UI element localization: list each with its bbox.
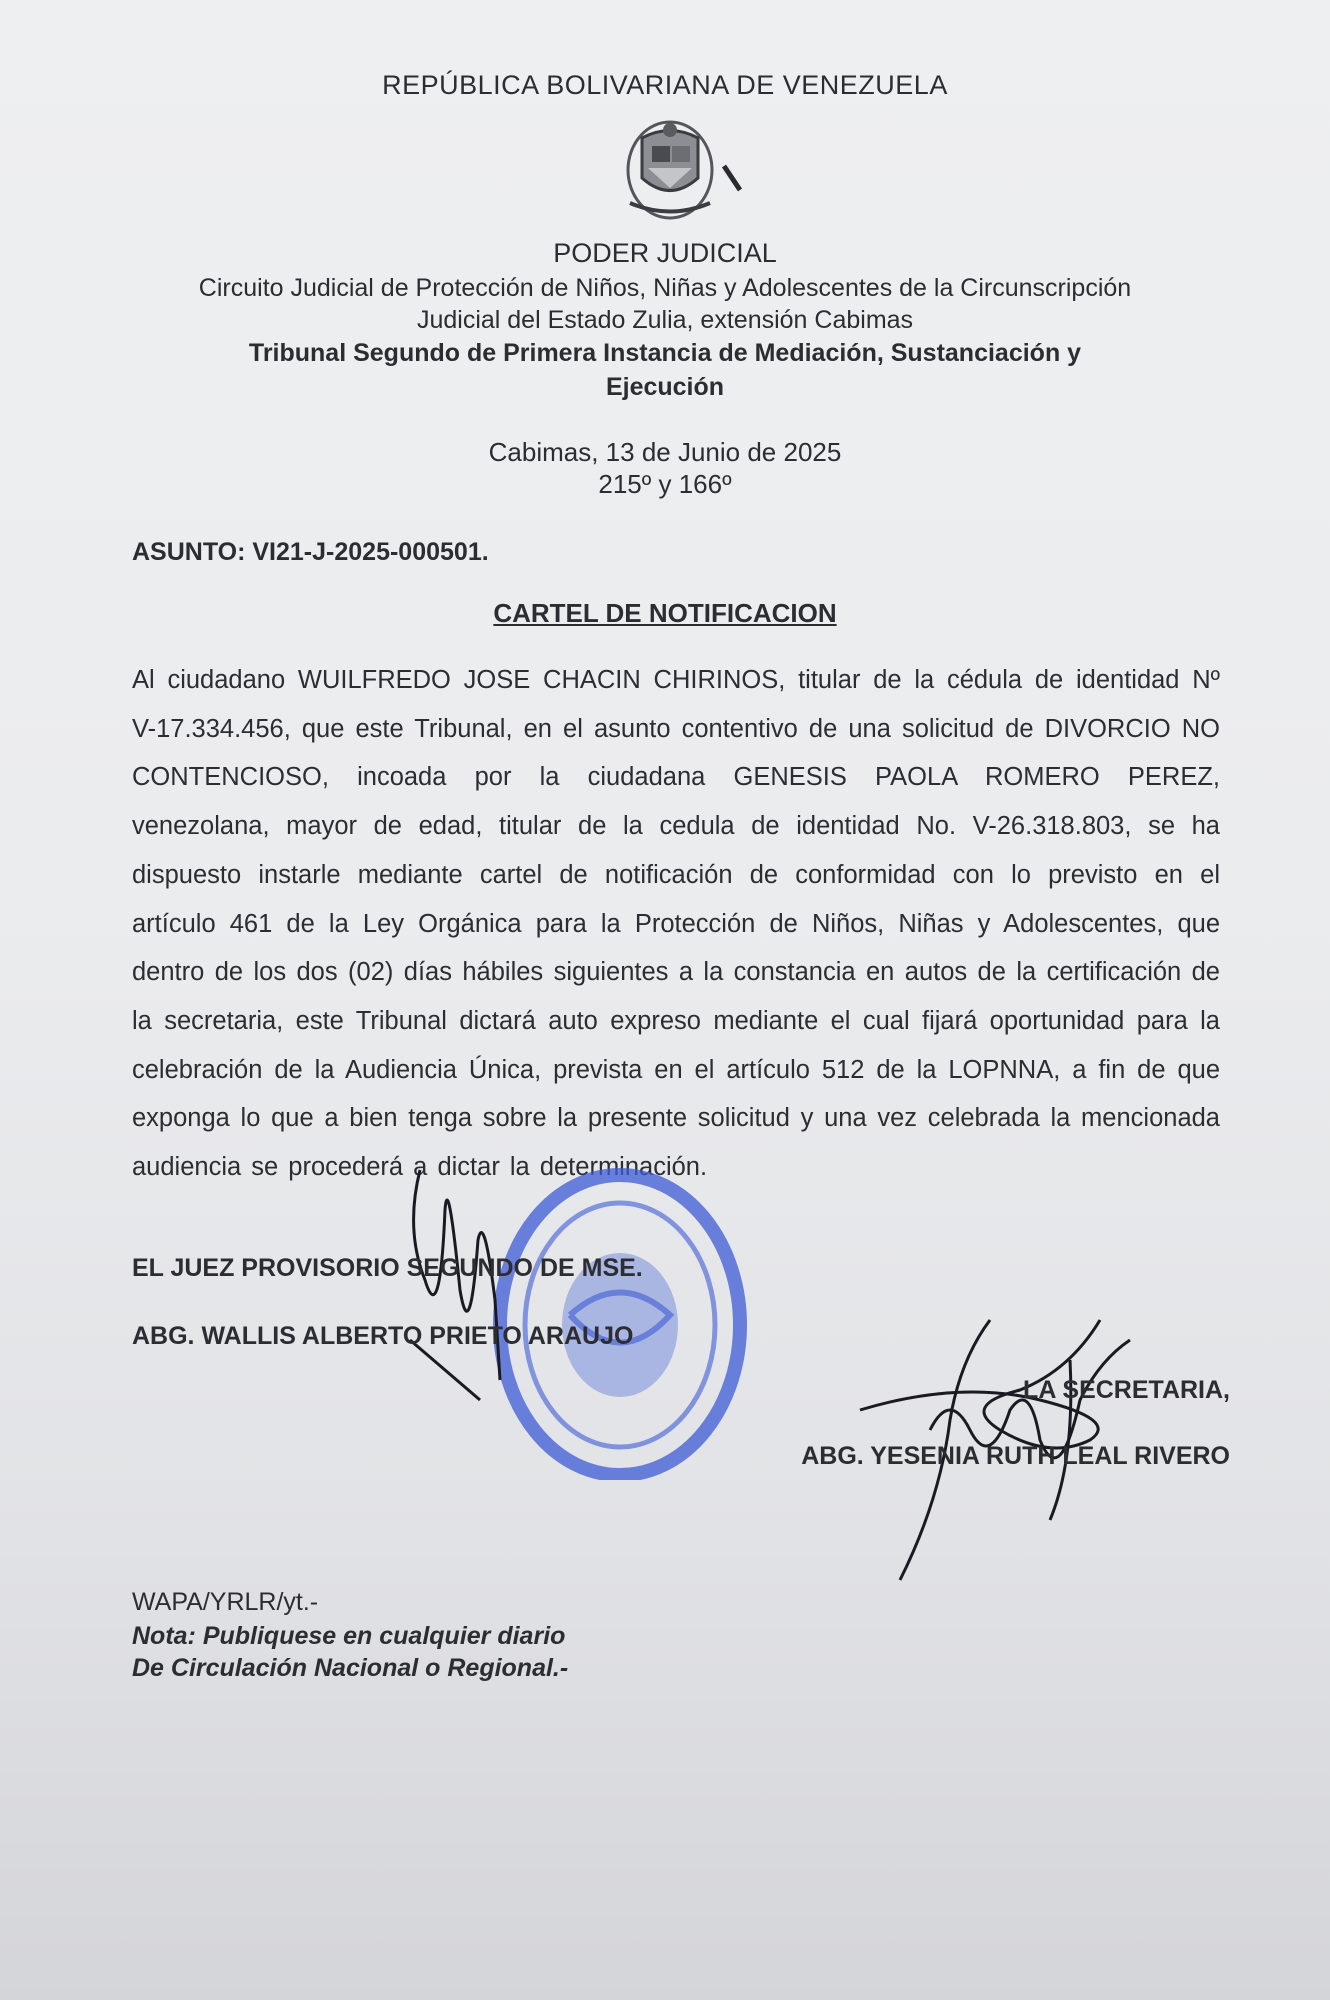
reference-initials: WAPA/YRLR/yt.-: [132, 1588, 319, 1616]
judge-name: ABG. WALLIS ALBERTO PRIETO ARAUJO: [132, 1322, 634, 1350]
circuit-line-2: Judicial del Estado Zulia, extensión Cabimas: [416, 306, 914, 334]
publication-note: [132, 1620, 568, 1684]
judicial-power-heading: PODER JUDICIAL: [553, 238, 777, 268]
republic-heading: REPÚBLICA BOLIVARIANA DE VENEZUELA: [382, 70, 948, 100]
tribunal-line-1: Tribunal Segundo de Primera Instancia de Mediación, Sustanciación y: [248, 339, 1082, 367]
note-line-2: De Circulación Nacional o Regional.-: [132, 1654, 569, 1682]
document-title: CARTEL DE NOTIFICACION: [493, 598, 837, 628]
circuit-heading: [0, 272, 1330, 336]
tribunal-line-2: Ejecución: [605, 373, 725, 401]
place-date: Cabimas, 13 de Junio de 2025: [488, 437, 842, 467]
circuit-line-1: Circuito Judicial de Protección de Niños, Niñas y Adolescentes de la Circunscripción: [198, 274, 1132, 302]
notification-body: Al ciudadano WUILFREDO JOSE CHACIN CHIRINOS, titular de la cédula de identidad Nº V-17.334.456, que este Tribunal, en el asunto contentivo de una solicitud de DIVORCIO NO CONTENCIOSO, incoada por la ciudadana GENESIS PAOLA ROMERO PEREZ, venezolana, mayor de edad, titular de la cedula de identidad No. V-26.318.803, se ha dispuesto instarle mediante cartel de notificación de conformidad con lo previsto en el artículo 461 de la Ley Orgánica para la Protección de Niños, Niñas y Adolescentes, que dentro de los dos (02) días hábiles siguientes a la constancia en autos de la certificación de la secretaria, este Tribunal dictará auto expreso mediante el cual fijará oportunidad para la celebración de la Audiencia Única, prevista en el artículo 512 de la LOPNNA, a fin de que exponga lo que a bien tenga sobre la presente solicitud y una vez celebrada la mencionada audiencia se procederá a dictar la determinación.: [132, 666, 1220, 1182]
case-number: ASUNTO: VI21-J-2025-000501.: [132, 538, 489, 566]
tribunal-heading: [0, 336, 1330, 404]
secretary-name: ABG. YESENIA RUTH LEAL RIVERO: [801, 1442, 1230, 1470]
judge-title: EL JUEZ PROVISORIO SEGUNDO DE MSE.: [132, 1254, 643, 1282]
secretary-title: LA SECRETARIA,: [1023, 1376, 1230, 1404]
date-block: [0, 436, 1330, 500]
coat-of-arms-icon: [612, 108, 752, 228]
note-line-1: Nota: Publiquese en cualquier diario: [132, 1622, 566, 1650]
years-line: 215º y 166º: [598, 469, 732, 499]
